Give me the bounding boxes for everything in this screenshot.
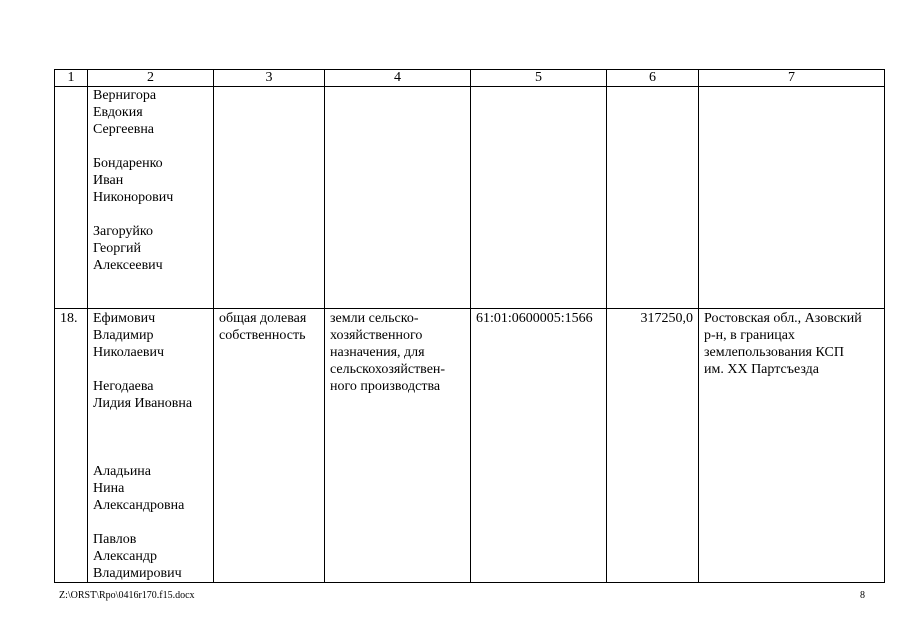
location-cell (699, 87, 885, 309)
col-header-2: 2 (88, 70, 214, 87)
land-registry-table (54, 69, 885, 583)
owner-name: Вернигора Евдокия Сергеевна (93, 88, 157, 137)
table-row (55, 309, 885, 583)
land-category-cell: земли сельско- хозяйственного назначения, для сельскохозяйствен- ного производства (325, 309, 471, 583)
table-row (55, 87, 885, 309)
column-number-row (55, 70, 885, 87)
col-header-7: 7 (699, 70, 885, 87)
owner-name: Загоруйко Георгий Алексеевич (93, 224, 163, 273)
cadastral-number-cell: 61:01:0600005:1566 (471, 309, 607, 583)
col-header-4: 4 (325, 70, 471, 87)
col-header-6: 6 (607, 70, 699, 87)
right-type-cell (214, 87, 325, 309)
owners-cell (88, 309, 214, 583)
right-type-cell: общая долевая собственность (214, 309, 325, 583)
owner-name: Аладьина Нина Александровна (93, 464, 185, 513)
owner-name: Негодаева Лидия Ивановна (93, 379, 193, 411)
area-cell (607, 87, 699, 309)
owner-name: Ефимович Владимир Николаевич (93, 311, 165, 360)
col-header-3: 3 (214, 70, 325, 87)
col-header-1: 1 (55, 70, 88, 87)
row-number-cell: 18. (55, 309, 88, 583)
location-cell: Ростовская обл., Азовский р-н, в границах землепользования КСП им. XX Партсъезда (699, 309, 885, 583)
owner-name: Бондаренко Иван Никонорович (93, 156, 174, 205)
footer-file-path: Z:\ORST\Rpo\0416r170.f15.docx (59, 590, 195, 601)
land-category-cell (325, 87, 471, 309)
area-cell: 317250,0 (607, 309, 699, 583)
page-number: 8 (860, 590, 865, 601)
owners-cell (88, 87, 214, 309)
col-header-5: 5 (471, 70, 607, 87)
owner-name: Павлов Александр Владимирович (93, 532, 182, 581)
cadastral-number-cell (471, 87, 607, 309)
row-number-cell (55, 87, 88, 309)
